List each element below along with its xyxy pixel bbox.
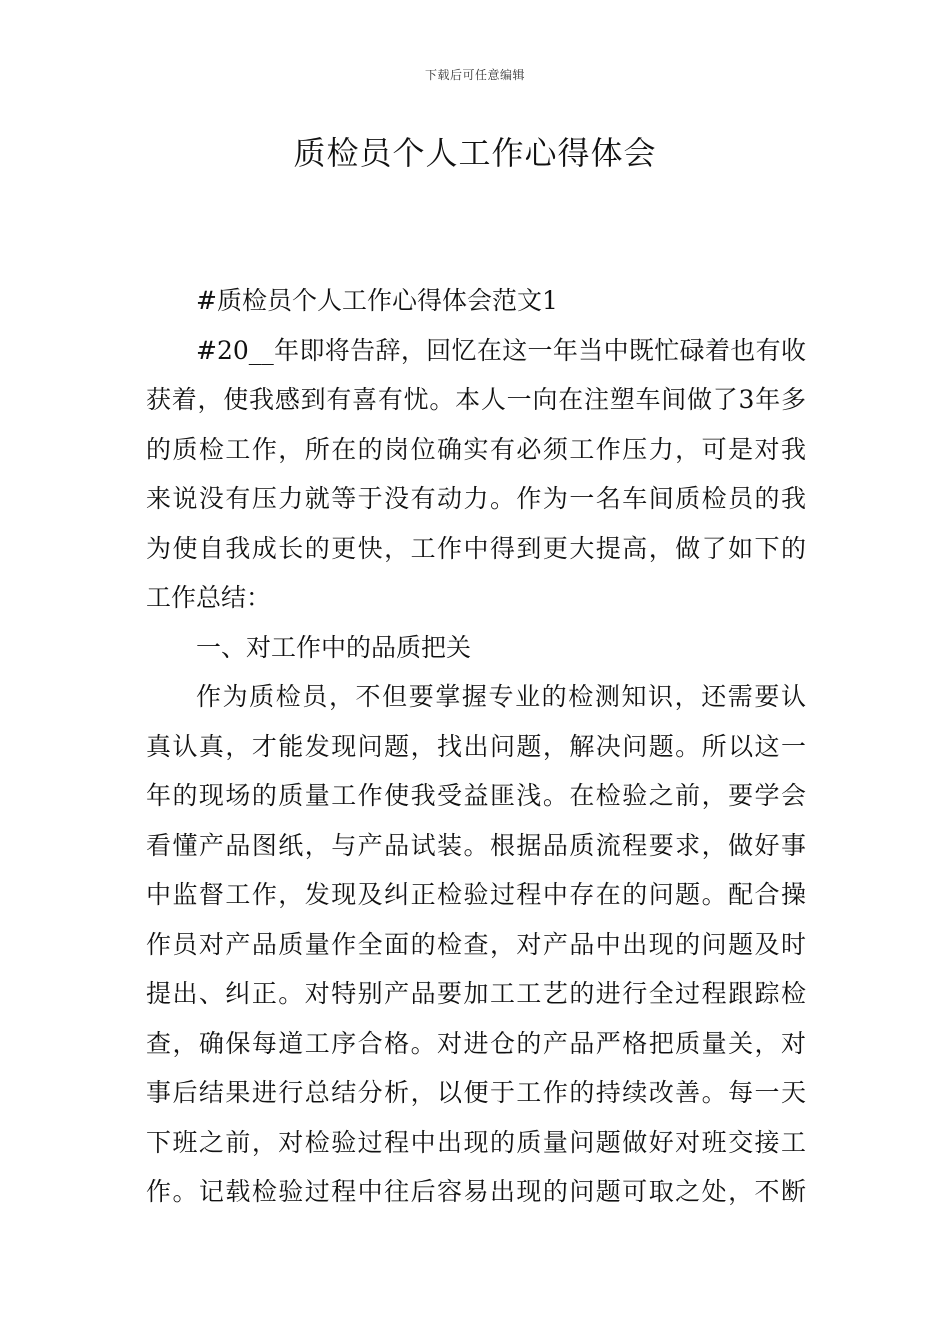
document-title: 质检员个人工作心得体会 bbox=[293, 134, 657, 172]
header-note: 下载后可任意编辑 bbox=[424, 68, 525, 82]
text-line: 作。记载检验过程中往后容易出现的问题可取之处，不断 bbox=[146, 1177, 806, 1206]
text-line: 中监督工作，发现及纠正检验过程中存在的问题。配合操 bbox=[146, 880, 806, 909]
text-line: 年的现场的质量工作使我受益匪浅。在检验之前，要学会 bbox=[146, 781, 806, 810]
text-line: #质检员个人工作心得体会范文1 bbox=[196, 286, 558, 315]
text-line: 的质检工作，所在的岗位确实有必须工作压力，可是对我 bbox=[146, 434, 806, 464]
text-line: 看懂产品图纸，与产品试装。根据品质流程要求，做好事 bbox=[146, 830, 806, 860]
text-line: 真认真，才能发现问题，找出问题，解决问题。所以这一 bbox=[146, 731, 806, 761]
text-line: 提出、纠正。对特别产品要加工工艺的进行全过程跟踪检 bbox=[146, 979, 806, 1008]
text-line: 工作总结： bbox=[146, 583, 272, 612]
document-body bbox=[146, 276, 806, 1217]
text-line: 下班之前，对检验过程中出现的质量问题做好对班交接工 bbox=[146, 1127, 806, 1157]
text-line: 一、对工作中的品质把关 bbox=[196, 632, 472, 662]
text-line: 为使自我成长的更快，工作中得到更大提高，做了如下的 bbox=[146, 533, 806, 563]
text-line: 事后结果进行总结分析，以便于工作的持续改善。每一天 bbox=[146, 1078, 806, 1107]
text-line: 作为质检员，不但要掌握专业的检测知识，还需要认 bbox=[196, 682, 806, 711]
text-line: 作员对产品质量作全面的检查，对产品中出现的问题及时 bbox=[146, 929, 806, 959]
text-line: 获着，使我感到有喜有忧。本人一向在注塑车间做了3年多 bbox=[146, 385, 806, 414]
text-line: 查，确保每道工序合格。对进仓的产品严格把质量关，对 bbox=[146, 1028, 806, 1058]
text-line: 来说没有压力就等于没有动力。作为一名车间质检员的我 bbox=[146, 484, 806, 513]
text-line: #20__年即将告辞，回忆在这一年当中既忙碌着也有收 bbox=[196, 335, 806, 365]
